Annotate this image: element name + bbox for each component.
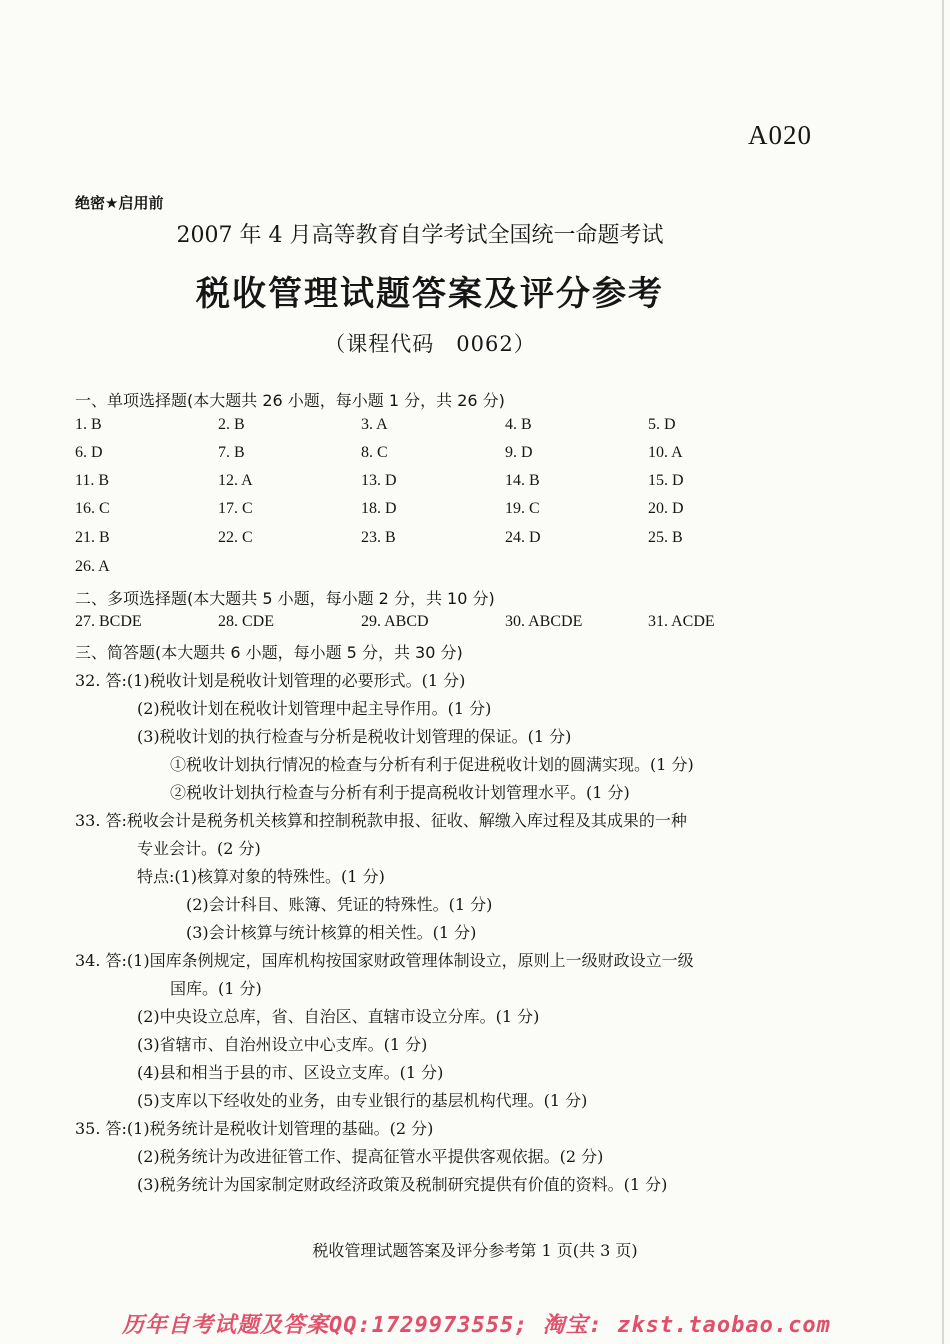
answer-item: 17. C [218, 500, 253, 517]
section3-heading: 三、简答题(本大题共 6 小题，每小题 5 分，共 30 分) [75, 643, 463, 662]
answer-item: 9. D [505, 444, 533, 461]
answer-item: 26. A [75, 558, 110, 575]
watermark-text: 历年自考试题及答案QQ:1729973555; 淘宝: zkst.taobao.com [122, 1313, 831, 1338]
answer-item: 11. B [75, 472, 110, 489]
answer-item: 7. B [218, 444, 245, 461]
page-footer: 税收管理试题答案及评分参考第 1 页(共 3 页) [312, 1241, 638, 1260]
answer-line: (2)中央设立总库，省、自治区、直辖市设立分库。(1 分) [137, 1007, 540, 1026]
answer-line: 35. 答:(1)税务统计是税收计划管理的基础。(2 分) [75, 1119, 434, 1138]
answer-line: (2)会计科目、账簿、凭证的特殊性。(1 分) [186, 895, 493, 914]
answer-line: (3)税收计划的执行检查与分析是税收计划管理的保证。(1 分) [137, 727, 572, 746]
answer-line: (2)税收计划在税收计划管理中起主导作用。(1 分) [137, 699, 492, 718]
answer-line: (3)税务统计为国家制定财政经济政策及税制研究提供有价值的资料。(1 分) [137, 1175, 668, 1194]
answer-line: (2)税务统计为改进征管工作、提高征管水平提供客观依据。(2 分) [137, 1147, 604, 1166]
answer-line: (3)会计核算与统计核算的相关性。(1 分) [186, 923, 477, 942]
answer-item: 23. B [361, 529, 396, 546]
answer-item: 1. B [75, 416, 102, 433]
answer-line: 32. 答:(1)税收计划是税收计划管理的必要形式。(1 分) [75, 671, 466, 690]
answer-line: (5)支库以下经收处的业务，由专业银行的基层机构代理。(1 分) [137, 1091, 588, 1110]
answer-item: 5. D [648, 416, 676, 433]
answer-item: 2. B [218, 416, 245, 433]
answer-item: 19. C [505, 500, 540, 517]
course-code: （课程代码 0062） [324, 332, 536, 356]
answer-line: 34. 答:(1)国库条例规定，国库机构按国家财政管理体制设立，原则上一级财政设立一级 [75, 951, 694, 970]
answer-item: 6. D [75, 444, 103, 461]
page-title: 税收管理试题答案及评分参考 [196, 274, 664, 314]
answer-item: 29. ABCD [361, 613, 429, 630]
answer-item: 31. ACDE [648, 613, 715, 630]
answer-item: 4. B [505, 416, 532, 433]
answer-item: 3. A [361, 416, 388, 433]
answer-item: 22. C [218, 529, 253, 546]
answer-item: 27. BCDE [75, 613, 142, 630]
answer-item: 28. CDE [218, 613, 274, 630]
answer-item: 25. B [648, 529, 683, 546]
answer-item: 16. C [75, 500, 110, 517]
answer-line: ①税收计划执行情况的检查与分析有利于促进税收计划的圆满实现。(1 分) [170, 755, 694, 774]
paper-code: A020 [748, 120, 812, 150]
answer-item: 15. D [648, 472, 684, 489]
answer-line: (4)县和相当于县的市、区设立支库。(1 分) [137, 1063, 444, 1082]
exam-title: 2007 年 4 月高等教育自学考试全国统一命题考试 [176, 223, 664, 248]
answer-line: 专业会计。(2 分) [137, 839, 261, 858]
section2-heading: 二、多项选择题(本大题共 5 小题，每小题 2 分，共 10 分) [75, 589, 495, 608]
answer-item: 8. C [361, 444, 388, 461]
answer-line: 33. 答:税收会计是税务机关核算和控制税款申报、征收、解缴入库过程及其成果的一种 [75, 811, 687, 830]
answer-item: 18. D [361, 500, 397, 517]
confidential-mark: 绝密★启用前 [75, 194, 164, 212]
answer-item: 10. A [648, 444, 683, 461]
answer-item: 21. B [75, 529, 110, 546]
answer-item: 30. ABCDE [505, 613, 583, 630]
section1-heading: 一、单项选择题(本大题共 26 小题，每小题 1 分，共 26 分) [75, 391, 505, 410]
scan-edge-line [942, 0, 944, 1344]
answer-line: (3)省辖市、自治州设立中心支库。(1 分) [137, 1035, 428, 1054]
answer-item: 14. B [505, 472, 540, 489]
answer-item: 12. A [218, 472, 253, 489]
answer-item: 13. D [361, 472, 397, 489]
answer-line: ②税收计划执行检查与分析有利于提高税收计划管理水平。(1 分) [170, 783, 630, 802]
answer-item: 20. D [648, 500, 684, 517]
answer-line: 特点:(1)核算对象的特殊性。(1 分) [137, 867, 385, 886]
answer-line: 国库。(1 分) [170, 979, 262, 998]
answer-item: 24. D [505, 529, 541, 546]
